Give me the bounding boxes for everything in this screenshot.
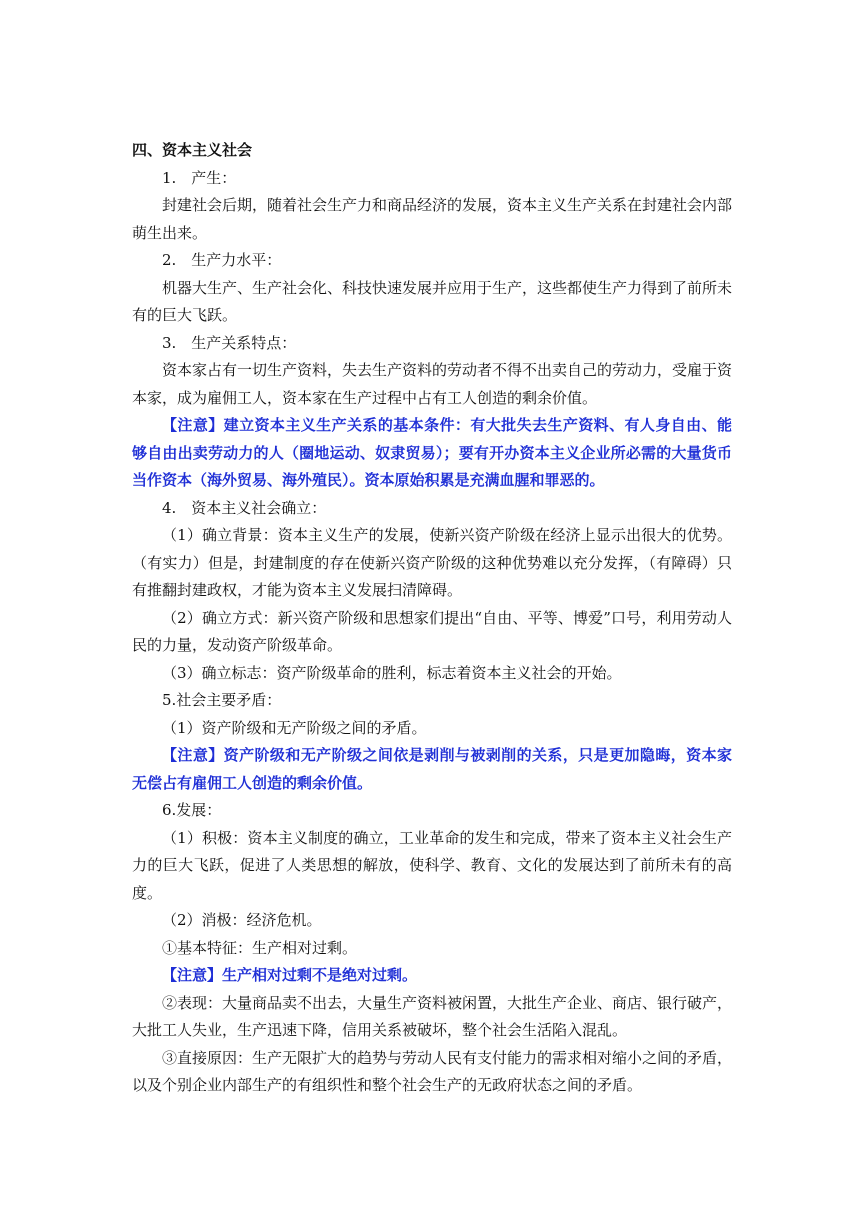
paragraph-text: 建立资本主义生产关系的基本条件：有大批失去生产资料、有人身自由、能够自由出卖劳动力的人（圈地运动、奴隶贸易）；要有开办资本主义企业所必需的大量货币当作资本（海外贸易、海外殖民）。资本原始积累是充满血腥和罪恶的。 xyxy=(132,416,732,489)
body-paragraph xyxy=(132,990,732,1045)
body-paragraph xyxy=(132,330,732,358)
paragraph-text: （2）消极：经济危机。 xyxy=(162,911,322,929)
paragraph-text: 1. 产生： xyxy=(162,168,237,187)
paragraph-text: 封建社会后期，随着社会生产力和商品经济的发展，资本主义生产关系在封建社会内部萌生出来。 xyxy=(132,196,733,242)
paragraph-text: 6.发展： xyxy=(162,801,222,819)
body-paragraph xyxy=(132,715,732,743)
note-paragraph xyxy=(132,412,732,495)
paragraph-text: ③直接原因：生产无限扩大的趋势与劳动人民有支付能力的需求相对缩小之间的矛盾，以及个别企业内部生产的有组织性和整个社会生产的无政府状态之间的矛盾。 xyxy=(132,1048,733,1094)
body-paragraph xyxy=(132,825,732,908)
body-paragraph xyxy=(132,247,732,275)
paragraph-text: （1）确立背景：资本主义生产的发展，使新兴资产阶级在经济上显示出很大的优势。（有实力）但是，封建制度的存在使新兴资产阶级的这种优势难以充分发挥，（有障碍）只有推翻封建政权，才能为资本主义发展扫清障碍。 xyxy=(132,526,732,599)
paragraph-text: 机器大生产、生产社会化、科技快速发展并应用于生产，这些都使生产力得到了前所未有的巨大飞跃。 xyxy=(132,278,733,324)
paragraph-text: （1）积极：资本主义制度的确立，工业革命的发生和完成，带来了资本主义社会生产力的巨大飞跃，促进了人类思想的解放，使科学、教育、文化的发展达到了前所未有的高度。 xyxy=(132,828,732,902)
body-paragraph xyxy=(132,165,732,193)
paragraph-text: 4. 资本主义社会确立： xyxy=(162,498,327,517)
paragraph-text: （2）确立方式：新兴资产阶级和思想家们提出“自由、平等、博爱”口号，利用劳动人民的力量，发动资产阶级革命。 xyxy=(132,608,732,654)
paragraph-text: 资本家占有一切生产资料，失去生产资料的劳动者不得不出卖自己的劳动力，受雇于资本家，成为雇佣工人，资本家在生产过程中占有工人创造的剩余价值。 xyxy=(132,361,733,407)
body-paragraph xyxy=(132,192,732,247)
document-body xyxy=(132,137,732,1100)
body-paragraph xyxy=(132,357,732,412)
paragraph-list xyxy=(132,165,732,1100)
body-paragraph xyxy=(132,522,732,605)
paragraph-text: （1）资产阶级和无产阶级之间的矛盾。 xyxy=(162,718,427,737)
note-tag: 【注意】 xyxy=(162,416,224,434)
paragraph-text: ②表现：大量商品卖不出去，大量生产资料被闲置，大批生产企业、商店、银行破产，大批工人失业，生产迅速下降，信用关系被破坏，整个社会生活陷入混乱。 xyxy=(132,993,733,1039)
note-tag: 【注意】 xyxy=(162,966,223,984)
body-paragraph xyxy=(132,907,732,935)
section-title: 四、资本主义社会 xyxy=(132,141,253,159)
paragraph-text: 2. 生产力水平： xyxy=(162,251,282,269)
body-paragraph xyxy=(132,275,732,330)
body-paragraph xyxy=(132,1045,732,1100)
body-paragraph xyxy=(132,935,732,963)
body-paragraph xyxy=(132,660,732,688)
body-paragraph xyxy=(132,495,732,523)
paragraph-text: 资产阶级和无产阶级之间依是剥削与被剥削的关系，只是更加隐晦，资本家无偿占有雇佣工人创造的剩余价值。 xyxy=(132,746,732,792)
paragraph-text: 生产相对过剩不是绝对过剩。 xyxy=(222,966,418,984)
paragraph-text: （3）确立标志：资产阶级革命的胜利，标志着资本主义社会的开始。 xyxy=(162,663,622,682)
body-paragraph xyxy=(132,605,732,660)
paragraph-text: ①基本特征：生产相对过剩。 xyxy=(162,938,358,957)
paragraph-text: 5.社会主要矛盾： xyxy=(162,691,282,709)
note-paragraph xyxy=(132,742,732,797)
note-tag: 【注意】 xyxy=(162,746,224,764)
body-paragraph xyxy=(132,797,732,825)
paragraph-text: 3. 生产关系特点： xyxy=(162,333,297,352)
note-paragraph xyxy=(132,962,732,990)
body-paragraph xyxy=(132,687,732,715)
